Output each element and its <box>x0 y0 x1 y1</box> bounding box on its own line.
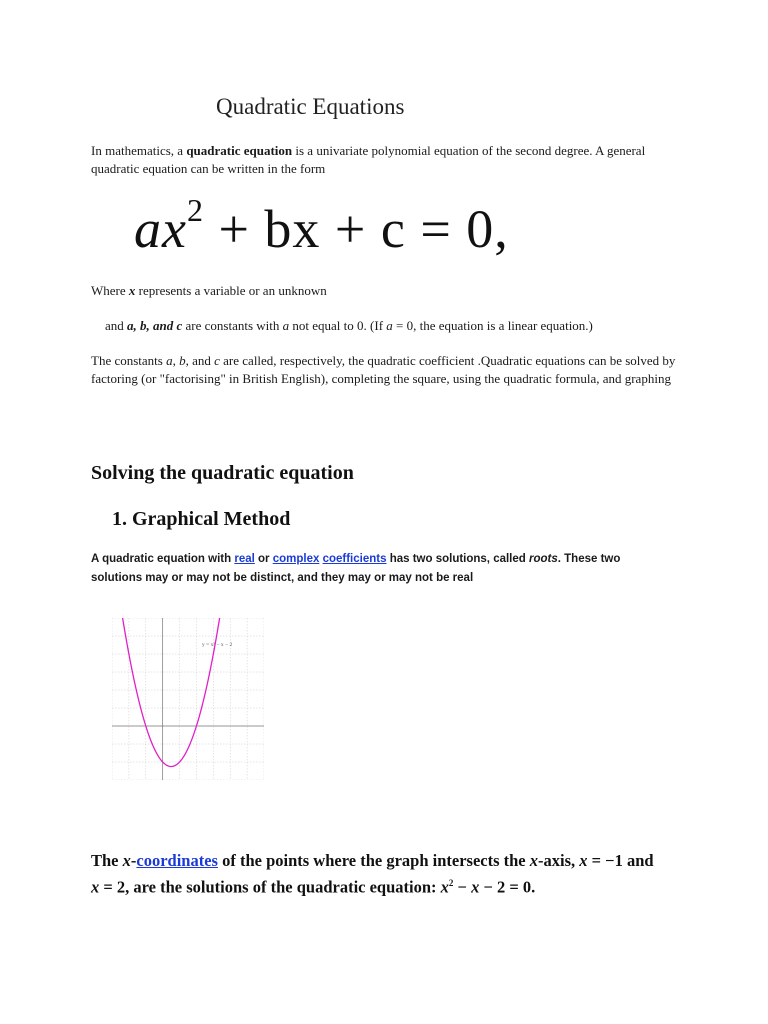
heading-solving: Solving the quadratic equation <box>91 462 354 484</box>
page-title: Quadratic Equations <box>216 94 405 119</box>
link-coefficients[interactable]: coefficients <box>322 553 387 565</box>
equation-label: y = x² − x − 2 <box>202 642 233 648</box>
link-coordinates[interactable]: coordinates <box>136 851 218 870</box>
roots-paragraph: A quadratic equation with real or complex coefficients has two solutions, called roots. These two solutions may or may not be distinct, and they may or may not be real <box>91 553 621 584</box>
constants-line: and a, b, and c are constants with a not equal to 0. (If a = 0, the equation is a linear equation.) <box>105 318 593 333</box>
intro-paragraph: In mathematics, a quadratic equation is a univariate polynomial equation of the second degree. A general quadratic equation can be written in the form <box>91 143 646 176</box>
general-formula: $ax^2$ + bx + c = 0, <box>134 192 509 259</box>
grid-lines <box>112 618 264 780</box>
coefficients-paragraph: The constants a, b, and c are called, respectively, the quadratic coefficient .Quadratic equations can be solved by factoring (or "factorising" in British English), completing the square, using the quadratic formula, and graphing <box>91 353 676 386</box>
link-complex[interactable]: complex <box>272 553 320 565</box>
graph-svg <box>112 618 264 780</box>
graph-axes <box>112 618 264 780</box>
parabola-graph <box>112 618 264 780</box>
heading-graphical-method: 1. Graphical Method <box>112 508 291 530</box>
conclusion-paragraph: The x-coordinates of the points where the graph intersects the x-axis, x = −1 and x = 2, are the solutions of the quadratic equation: $x^2 - x - 2 = 0$. <box>91 851 654 897</box>
where-line: Where x represents a variable or an unknown <box>91 283 327 298</box>
link-real[interactable]: real <box>234 553 255 565</box>
